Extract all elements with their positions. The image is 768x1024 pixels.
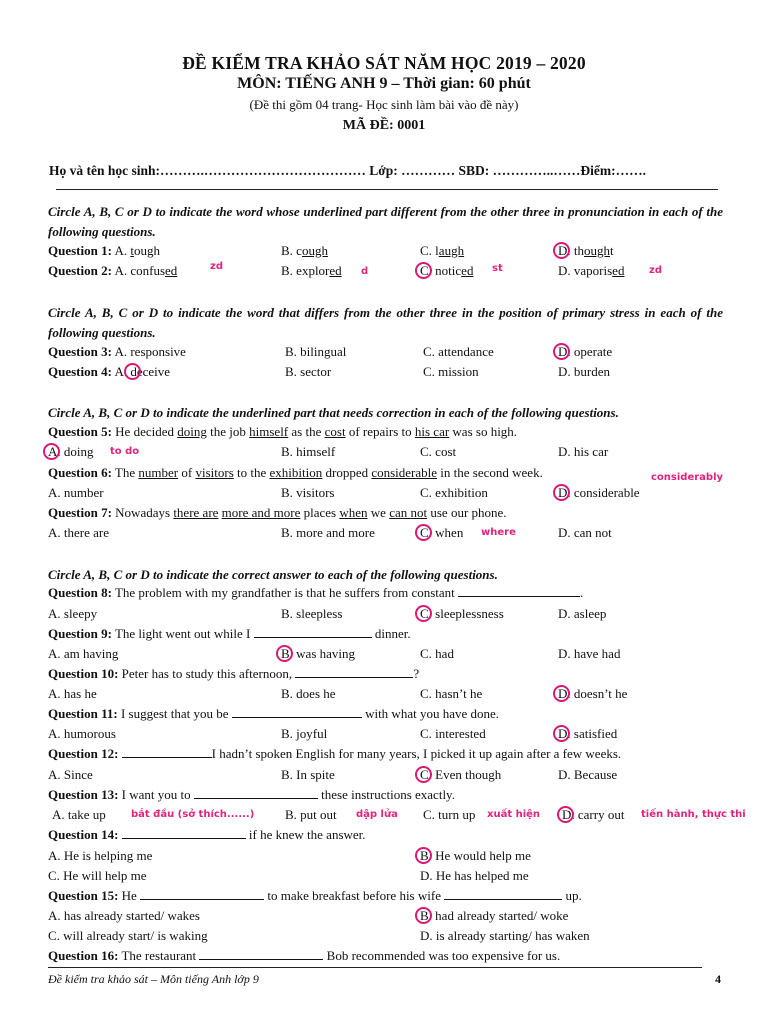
answer-blank[interactable] <box>199 948 323 960</box>
answer-circle <box>415 907 432 924</box>
answer-blank[interactable] <box>122 746 212 758</box>
q5-question: Question 5: He decided doing the job himself as the cost of repairs to his car was so high. <box>48 424 518 439</box>
q6-option-c[interactable]: C. exhibition <box>420 485 488 500</box>
q13-question: Question 13: I want you to these instructions exactly. <box>48 787 455 802</box>
answer-blank[interactable] <box>295 666 413 678</box>
q14-option-d[interactable]: D. He has helped me <box>420 868 529 883</box>
section-4-instruction: Circle A, B, C or D to indicate the correct answer to each of the following questions. <box>48 567 498 582</box>
q12-option-c[interactable]: C. Even though <box>420 767 502 782</box>
q15-option-c[interactable]: C. will already start/ is waking <box>48 928 208 943</box>
q8-option-d[interactable]: D. asleep <box>558 606 607 621</box>
q3-question: Question 3: A. responsive <box>48 344 186 359</box>
q1-question: Question 1: A. tough <box>48 243 160 258</box>
q6-option-d[interactable]: D. considerable <box>558 485 640 500</box>
answer-blank[interactable] <box>232 706 362 718</box>
annotation: bắt đầu (sở thích......) <box>131 809 255 820</box>
q5-option-d[interactable]: D. his car <box>558 444 609 459</box>
q1-option-c[interactable]: C. laugh <box>420 243 465 258</box>
q9-option-b[interactable]: B. was having <box>281 646 356 661</box>
answer-circle <box>415 605 432 622</box>
q3-option-c[interactable]: C. attendance <box>423 344 494 359</box>
q1-option-b[interactable]: B. cough <box>281 243 328 258</box>
q2-question: Question 2: A. confused <box>48 263 178 278</box>
q8-option-c[interactable]: C. sleeplessness <box>420 606 504 621</box>
exam-code: MÃ ĐỀ: 0001 <box>342 118 426 133</box>
answer-circle <box>43 443 60 460</box>
q7-question: Question 7: Nowadays there are more and more places when we can not use our phone. <box>48 505 507 520</box>
q14-option-b[interactable]: B. He would help me <box>420 848 531 863</box>
q14-option-a[interactable]: A. He is helping me <box>48 848 153 863</box>
q14-option-c[interactable]: C. He will help me <box>48 868 147 883</box>
exam-title: ĐỀ KIỂM TRA KHẢO SÁT NĂM HỌC 2019 – 2020 <box>182 53 586 73</box>
answer-blank[interactable] <box>458 585 580 597</box>
q3-option-b[interactable]: B. bilingual <box>285 344 347 359</box>
annotation: xuất hiện <box>487 809 541 820</box>
q8-question: Question 8: The problem with my grandfather is that he suffers from constant . <box>48 585 584 600</box>
answer-circle <box>553 725 570 742</box>
q4-option-d[interactable]: D. burden <box>558 364 610 379</box>
q1-option-d[interactable]: D. thought <box>558 243 614 258</box>
section-1-instruction: Circle A, B, C or D to indicate the word whose underlined part different from the other three in pronunciation in each of the following questions. <box>48 204 723 239</box>
q16-question: Question 16: The restaurant Bob recommended was too expensive for us. <box>48 948 561 963</box>
annotation: tiến hành, thực thi <box>641 809 746 820</box>
answer-circle <box>553 343 570 360</box>
section-2-instruction: Circle A, B, C or D to indicate the word that differs from the other three in the position of primary stress in each of the following questions. <box>48 305 723 340</box>
q13-option-d[interactable]: D. carry out <box>562 807 625 822</box>
answer-circle <box>553 484 570 501</box>
q11-option-a[interactable]: A. humorous <box>48 726 116 741</box>
q7-option-c[interactable]: C. when <box>420 525 464 540</box>
q4-option-b[interactable]: B. sector <box>285 364 332 379</box>
q4-question: Question 4: A. deceive <box>48 364 171 379</box>
q6-option-b[interactable]: B. visitors <box>281 485 335 500</box>
annotation: zd <box>210 261 223 272</box>
q9-question: Question 9: The light went out while I dinner. <box>48 626 411 641</box>
q7-option-d[interactable]: D. can not <box>558 525 612 540</box>
q13-option-a[interactable]: A. take up <box>52 807 106 822</box>
q13-option-b[interactable]: B. put out <box>285 807 337 822</box>
q10-option-d[interactable]: D. doesn’t he <box>558 686 628 701</box>
q13-option-c[interactable]: C. turn up <box>423 807 476 822</box>
q5-option-c[interactable]: C. cost <box>420 444 457 459</box>
q8-option-b[interactable]: B. sleepless <box>281 606 343 621</box>
q10-question: Question 10: Peter has to study this afternoon, ? <box>48 666 420 681</box>
student-info: Họ và tên học sinh:……….……………………………… Lớp: ………… SBD: …………..……Điểm:……. <box>49 163 646 178</box>
answer-blank[interactable] <box>194 787 318 799</box>
q5-option-b[interactable]: B. himself <box>281 444 336 459</box>
q7-option-a[interactable]: A. there are <box>48 525 109 540</box>
q10-option-b[interactable]: B. does he <box>281 686 336 701</box>
q6-question: Question 6: The number of visitors to the exhibition dropped considerable in the second week. <box>48 465 543 480</box>
answer-circle <box>276 645 293 662</box>
answer-blank[interactable] <box>444 888 562 900</box>
answer-circle <box>557 806 574 823</box>
answer-blank[interactable] <box>140 888 264 900</box>
q2-option-d[interactable]: D. vaporised <box>558 263 625 278</box>
q12-option-d[interactable]: D. Because <box>558 767 618 782</box>
q15-option-a[interactable]: A. has already started/ wakes <box>48 908 200 923</box>
annotation: to do <box>110 446 140 457</box>
footer-text: Đề kiểm tra khảo sát – Môn tiếng Anh lớp 9 <box>48 972 259 986</box>
page-number: 4 <box>715 972 721 986</box>
section-3-instruction: Circle A, B, C or D to indicate the underlined part that needs correction in each of the following questions. <box>48 405 619 420</box>
annotation: st <box>492 263 503 274</box>
q2-option-c[interactable]: C. noticed <box>420 263 474 278</box>
q14-question: Question 14: if he knew the answer. <box>48 827 366 842</box>
answer-circle <box>415 262 432 279</box>
q11-question: Question 11: I suggest that you be with what you have done. <box>48 706 500 721</box>
annotation: d <box>361 266 369 277</box>
exam-note: (Đề thi gồm 04 trang- Học sinh làm bài vào đề này) <box>249 97 519 112</box>
answer-blank[interactable] <box>254 626 372 638</box>
divider <box>56 189 718 190</box>
q5-option-a[interactable]: A. doing <box>48 444 94 459</box>
answer-circle <box>415 524 432 541</box>
answer-blank[interactable] <box>122 827 246 839</box>
q12-option-b[interactable]: B. In spite <box>281 767 335 782</box>
annotation: considerably <box>651 472 724 483</box>
q15-question: Question 15: He to make breakfast before his wife up. <box>48 888 582 903</box>
q15-option-b[interactable]: B. had already started/ woke <box>420 908 569 923</box>
q4-option-c[interactable]: C. mission <box>423 364 479 379</box>
q2-option-b[interactable]: B. explored <box>281 263 342 278</box>
annotation: where <box>481 527 516 538</box>
q8-option-a[interactable]: A. sleepy <box>48 606 98 621</box>
q9-option-d[interactable]: D. have had <box>558 646 621 661</box>
q15-option-d[interactable]: D. is already starting/ has waken <box>420 928 590 943</box>
annotation: zd <box>649 265 662 276</box>
answer-circle <box>415 847 432 864</box>
q6-option-a[interactable]: A. number <box>48 485 104 500</box>
q10-option-c[interactable]: C. hasn’t he <box>420 686 483 701</box>
answer-circle <box>124 363 141 380</box>
q12-question: Question 12: I hadn’t spoken English for many years, I picked it up again after a few weeks. <box>48 746 622 761</box>
q11-option-c[interactable]: C. interested <box>420 726 486 741</box>
answer-circle <box>415 766 432 783</box>
q3-option-d[interactable]: D. operate <box>558 344 613 359</box>
q11-option-d[interactable]: D. satisfied <box>558 726 618 741</box>
annotation: dập lửa <box>356 809 398 820</box>
answer-circle <box>553 685 570 702</box>
q11-option-b[interactable]: B. joyful <box>281 726 328 741</box>
q9-option-a[interactable]: A. am having <box>48 646 119 661</box>
answer-circle <box>553 242 570 259</box>
exam-subject: MÔN: TIẾNG ANH 9 – Thời gian: 60 phút <box>237 75 531 92</box>
footer-divider <box>48 967 702 968</box>
q9-option-c[interactable]: C. had <box>420 646 454 661</box>
q10-option-a[interactable]: A. has he <box>48 686 97 701</box>
q7-option-b[interactable]: B. more and more <box>281 525 375 540</box>
q12-option-a[interactable]: A. Since <box>48 767 93 782</box>
